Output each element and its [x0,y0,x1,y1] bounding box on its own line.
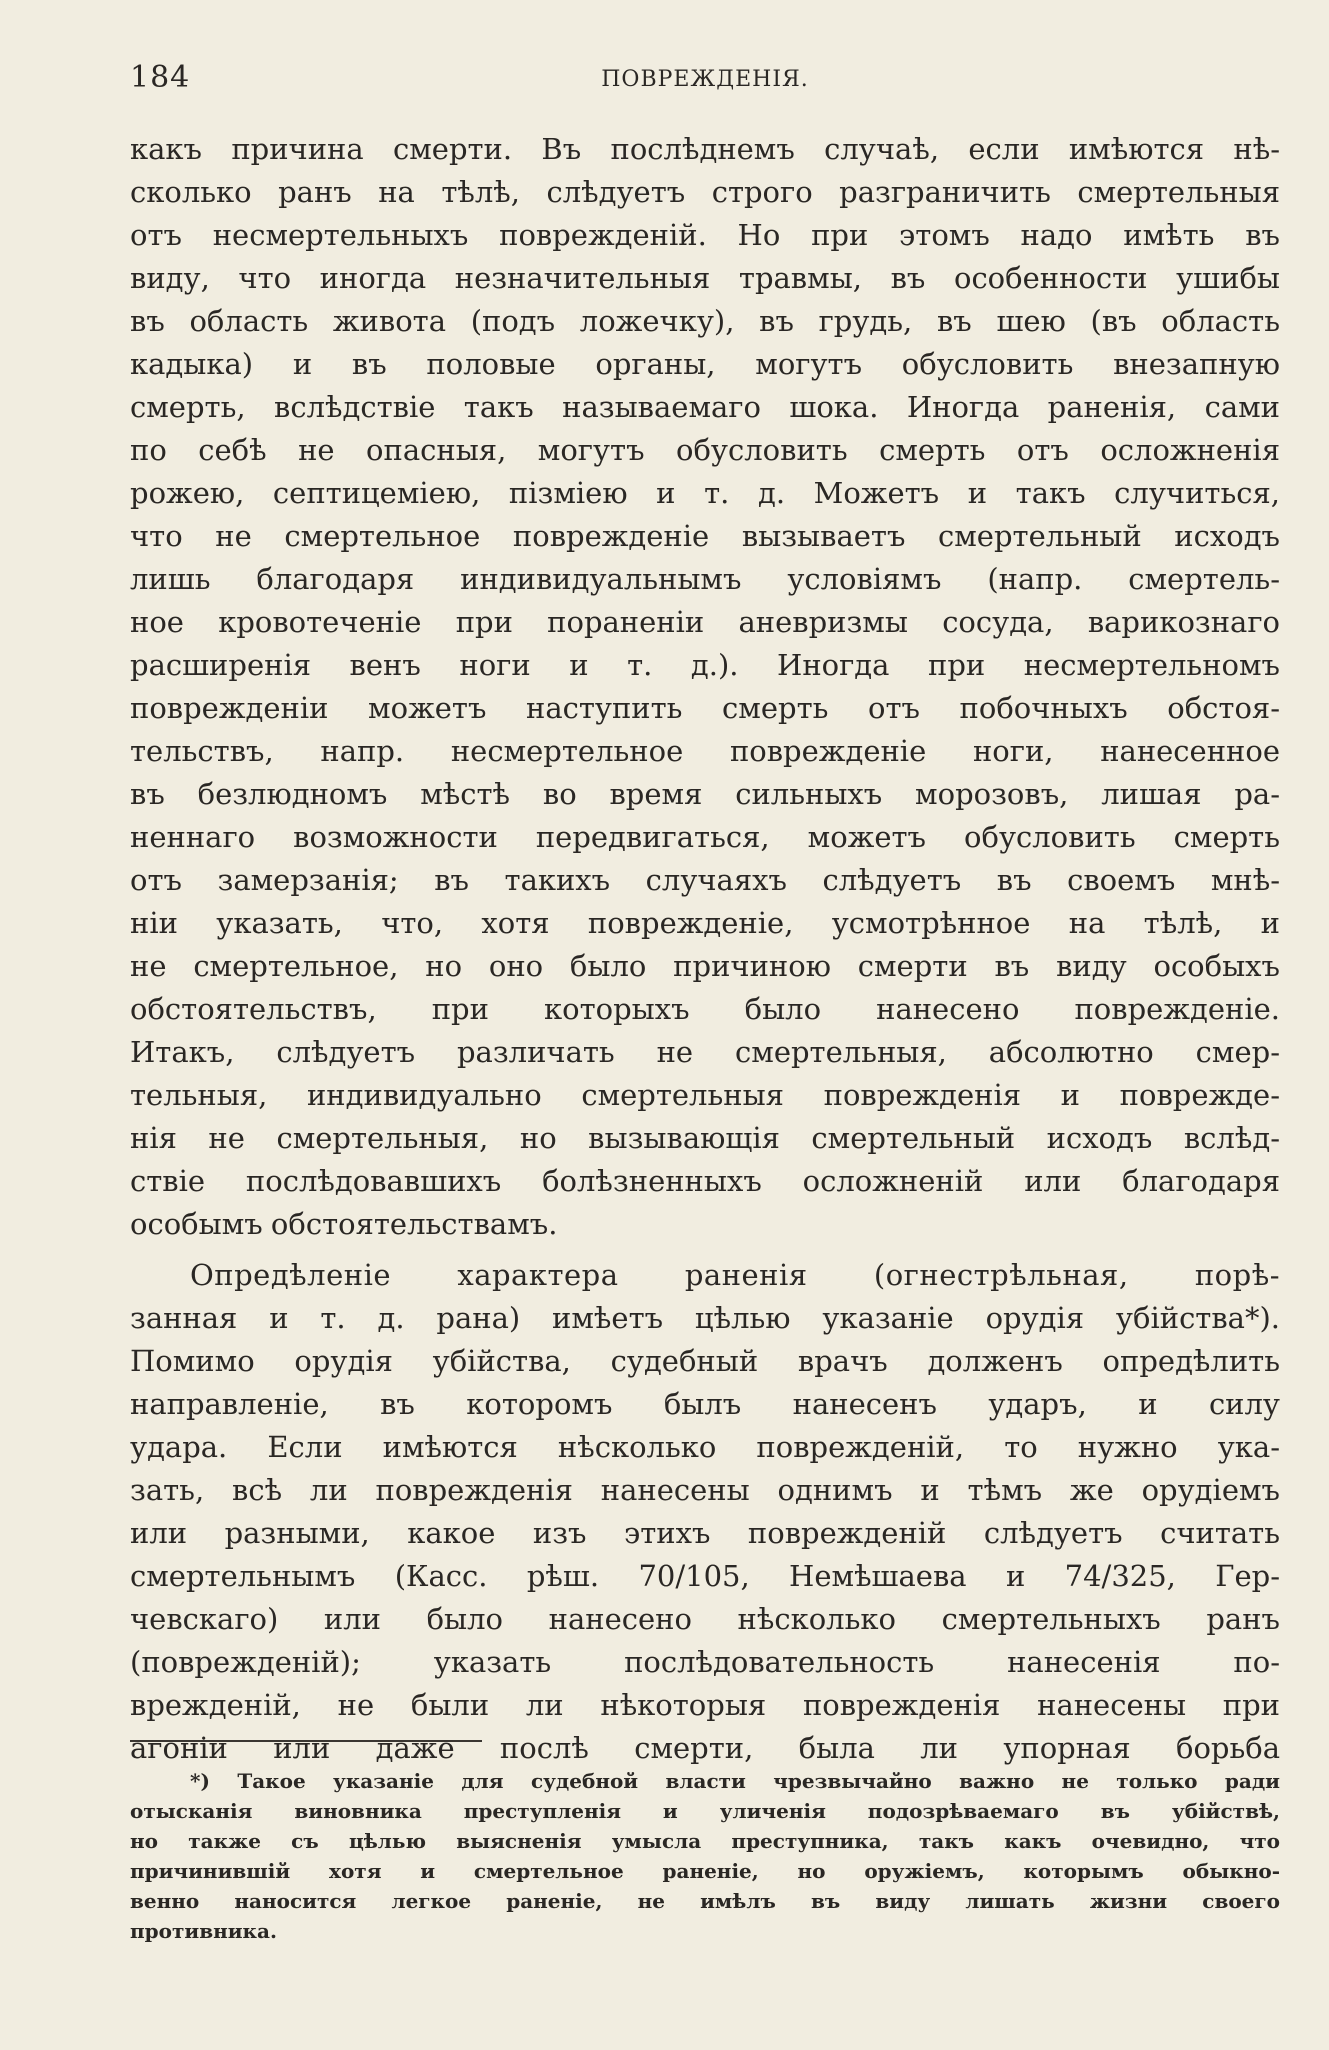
text-line: что не смертельное поврежденіе вызываетъ смертельный исходъ [130,519,1280,553]
text-line: въ область живота (подъ ложечку), въ грудь, въ шею (въ область [130,304,1280,338]
text-line: Итакъ, слѣдуетъ различать не смертельныя, абсолютно смер- [130,1035,1280,1069]
page-header [130,58,1280,98]
footnote-rule [130,1740,482,1742]
text-line: отъ несмертельныхъ поврежденій. Но при этомъ надо имѣть въ [130,218,1280,252]
text-line: по себѣ не опасныя, могутъ обусловить смерть отъ осложненія [130,433,1280,467]
text-line: ніи указать, что, хотя поврежденіе, усмотрѣнное на тѣлѣ, и [130,906,1280,940]
text-line: тельствъ, напр. несмертельное поврежденіе ноги, нанесенное [130,734,1280,768]
text-line: тельныя, индивидуально смертельныя поврежденія и поврежде- [130,1078,1280,1112]
text-line: чевскаго) или было нанесено нѣсколько смертельныхъ ранъ [130,1602,1280,1636]
footnote-line: причинившій хотя и смертельное раненіе, но оружіемъ, которымъ обыкно- [130,1859,1280,1883]
text-line: рожею, септицеміею, пізміею и т. д. Можетъ и такъ случиться, [130,476,1280,510]
text-line: расширенія венъ ноги и т. д.). Иногда при несмертельномъ [130,648,1280,682]
text-line: агоніи или даже послѣ смерти, была ли упорная борьба [130,1731,1280,1765]
footnote-line: отысканія виновника преступленія и уличенія подозрѣваемаго въ убійствѣ, [130,1799,1280,1823]
text-line: Помимо орудія убійства, судебный врачъ долженъ опредѣлить [130,1344,1280,1378]
text-line: неннаго возможности передвигаться, можетъ обусловить смерть [130,820,1280,854]
text-line: смерть, вслѣдствіе такъ называемаго шока. Иногда раненія, сами [130,390,1280,424]
text-line: не смертельное, но оно было причиною смерти въ виду особыхъ [130,949,1280,983]
text-line: поврежденіи можетъ наступить смерть отъ побочныхъ обстоя- [130,691,1280,725]
text-line: сколько ранъ на тѣлѣ, слѣдуетъ строго разграничить смертельныя [130,175,1280,209]
text-line: особымъ обстоятельствамъ. [130,1207,558,1241]
text-line: ное кровотеченіе при пораненіи аневризмы сосуда, варикознаго [130,605,1280,639]
page-number: 184 [130,60,191,95]
running-head: ПОВРЕЖДЕНІЯ. [601,67,809,92]
text-line: (поврежденій); указать послѣдовательность нанесенія по- [130,1645,1280,1679]
text-line: какъ причина смерти. Въ послѣднемъ случаѣ, если имѣются нѣ- [130,132,1280,166]
footnote [130,1766,1280,1946]
text-line: занная и т. д. рана) имѣетъ цѣлью указаніе орудія убійства*). [130,1301,1280,1335]
text-line: Опредѣленіе характера раненія (огнестрѣльная, порѣ- [190,1258,1280,1292]
text-line: или разными, какое изъ этихъ поврежденій слѣдуетъ считать [130,1516,1280,1550]
text-line: направленіе, въ которомъ былъ нанесенъ ударъ, и силу [130,1387,1280,1421]
text-line: смертельнымъ (Касс. рѣш. 70/105, Немѣшаева и 74/325, Гер- [130,1559,1280,1593]
text-line: ствіе послѣдовавшихъ болѣзненныхъ осложненій или благодаря [130,1164,1280,1198]
main-text [130,128,1280,1770]
text-line: зать, всѣ ли поврежденія нанесены однимъ и тѣмъ же орудіемъ [130,1473,1280,1507]
text-line: удара. Если имѣются нѣсколько поврежденій, то нужно ука- [130,1430,1280,1464]
text-line: отъ замерзанія; въ такихъ случаяхъ слѣдуетъ въ своемъ мнѣ- [130,863,1280,897]
footnote-line: *) Такое указаніе для судебной власти чрезвычайно важно не только ради [190,1769,1280,1793]
text-line: виду, что иногда незначительныя травмы, въ особенности ушибы [130,261,1280,295]
text-line: нія не смертельныя, но вызывающія смертельный исходъ вслѣд- [130,1121,1280,1155]
footnote-line: противника. [130,1919,277,1943]
text-line: въ безлюдномъ мѣстѣ во время сильныхъ морозовъ, лишая ра- [130,777,1280,811]
text-line: лишь благодаря индивидуальнымъ условіямъ (напр. смертель- [130,562,1280,596]
paragraph-break [130,1246,1280,1254]
text-line: кадыка) и въ половые органы, могутъ обусловить внезапную [130,347,1280,381]
footnote-line: но также съ цѣлью выясненія умысла преступника, такъ какъ очевидно, что [130,1829,1280,1853]
footnote-line: венно наносится легкое раненіе, не имѣлъ въ виду лишать жизни своего [130,1889,1280,1913]
text-line: врежденій, не были ли нѣкоторыя поврежденія нанесены при [130,1688,1280,1722]
text-line: обстоятельствъ, при которыхъ было нанесено поврежденіе. [130,992,1280,1026]
